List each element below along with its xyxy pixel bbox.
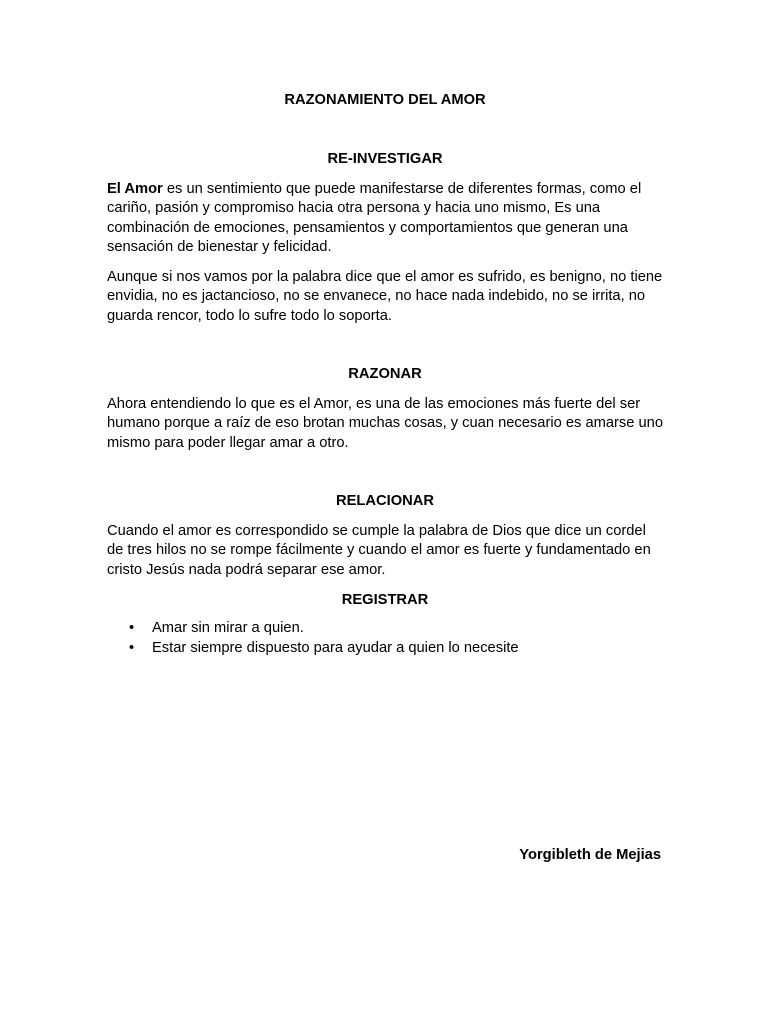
list-item-text: Amar sin mirar a quien. [152, 620, 304, 636]
bullet-icon: • [129, 639, 135, 656]
section-heading-re-investigar: RE-INVESTIGAR [327, 151, 443, 167]
section-heading-relacionar: RELACIONAR [336, 493, 434, 509]
document-title: RAZONAMIENTO DEL AMOR [284, 92, 486, 108]
section-heading-razonar: RAZONAR [348, 366, 422, 382]
paragraph-amor-biblical: Aunque si nos vamos por la palabra dice que el amor es sufrido, es benigno, no tiene envidia, no es jactancioso, no se envanece, no hace nada indebido, no se irrita, no guarda rencor, todo lo sufre todo lo soporta. [107, 269, 663, 324]
list-item [107, 639, 663, 659]
paragraph-amor-definition [107, 180, 663, 257]
author-signature: Yorgibleth de Mejias [519, 847, 661, 863]
section-heading-registrar: REGISTRAR [341, 592, 429, 608]
paragraph-text: es un sentimiento que puede manifestarse de diferentes formas, como el cariño, pasión y compromiso hacia otra persona y hacia uno mismo, Es una combinación de emociones, pensamientos y comportamientos que generan una sensación de bienestar y felicidad. [107, 181, 642, 255]
list-item-text: Estar siempre dispuesto para ayudar a quien lo necesite [152, 639, 519, 656]
list-item [107, 619, 663, 639]
bullet-icon: • [129, 620, 135, 636]
paragraph-razonar: Ahora entendiendo lo que es el Amor, es una de las emociones más fuerte del ser humano porque a raíz de eso brotan muchas cosas, y cuan necesario es amarse uno mismo para poder llegar amar a otro. [107, 396, 664, 451]
paragraph-lead-bold: El Amor [107, 181, 163, 197]
paragraph-relacionar: Cuando el amor es correspondido se cumple la palabra de Dios que dice un cordel de tres hilos no se rompe fácilmente y cuando el amor es fuerte y fundamentado en cristo Jesús nada podrá separar ese amor. [107, 523, 651, 578]
registrar-bullet-list [107, 619, 663, 658]
